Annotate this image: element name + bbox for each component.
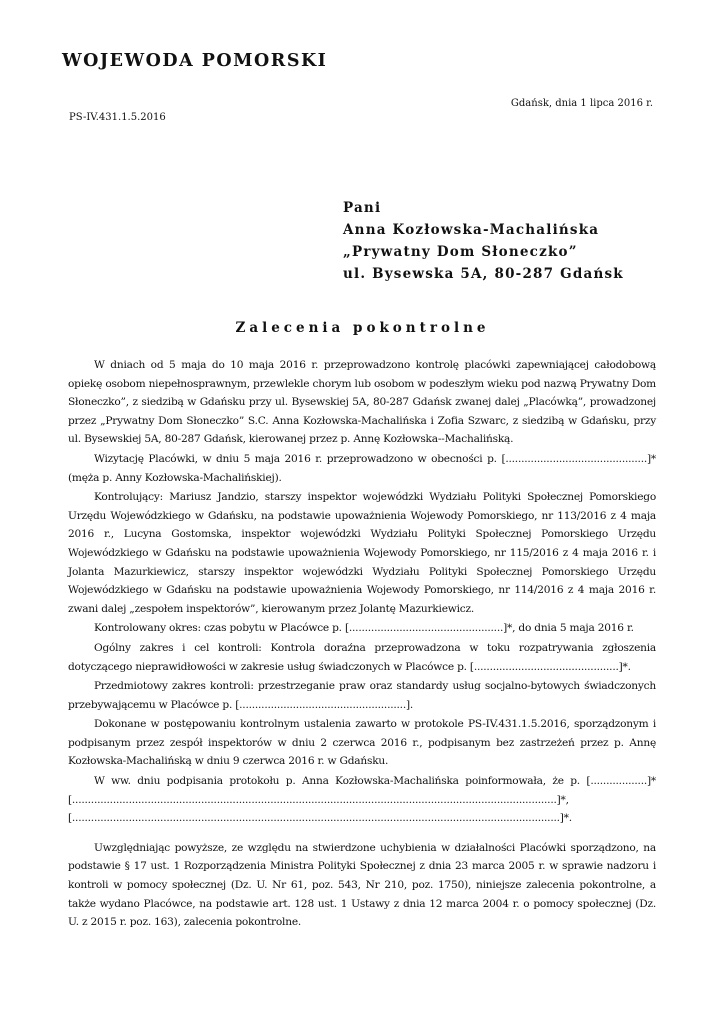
paragraph-legal-basis: Uwzględniając powyższe, ze względu na stwierdzone uchybienia w działalności Placówki sporządzono, na podstawie § 17 ust. 1 Rozporządzenia Ministra Polityki Społecznej z dnia 23 marca 2005 r. w sprawie nadzoru i kontroli w pomocy społecznej (Dz. U. Nr 61, poz. 543, Nr 210, poz. 1750), niniejsze zalecenia pokontrolne, a także wydano Placówce, na podstawie art. 128 ust. 1 Ustawy z dnia 12 marca 2004 r. o pomocy społecznej (Dz. U. z 2015 r. poz. 163), zalecenia pokontrolne. bbox=[68, 841, 656, 929]
document-body bbox=[68, 356, 656, 933]
reference-number: PS-IV.431.1.5.2016 bbox=[69, 112, 166, 123]
paragraph-inspectors: Kontrolujący: Mariusz Jandzio, starszy inspektor wojewódzki Wydziału Polityki Społecznej Pomorskiego Urzędu Wojewódzkiego w Gdańsku, na podstawie upoważnienia Wojewody Pomorskiego, nr 113/2016 z 4 maja 2016 r., Lucyna Gostomska, inspektor wojewódzki Wydziału Polityki Społecznej Pomorskiego Urzędu Wojewódzkiego w Gdańsku na podstawie upoważnienia Wojewody Pomorskiego, nr 115/2016 z 4 maja 2016 r. i Jolanta Mazurkiewicz, starszy inspektor wojewódzki Wydziału Polityki Społecznej Pomorskiego Urzędu Wojewódzkiego w Gdańsku na podstawie upoważnienia Wojewody Pomorskiego, nr 114/2016 z 4 maja 2016 r. zwani dalej „zespołem inspektorów”, kierowanym przez Jolantę Mazurkiewicz. bbox=[68, 491, 656, 615]
paragraph-period: Kontrolowany okres: czas pobytu w Placówce p. [.................................................]*, do dnia 5 maja 2016 r. bbox=[94, 622, 634, 635]
addressee-block bbox=[343, 197, 624, 285]
document-heading: Zalecenia pokontrolne bbox=[235, 320, 490, 336]
paragraph-scope-purpose: Ogólny zakres i cel kontroli: Kontrola doraźna przeprowadzona w toku rozpatrywania zgłoszenia dotyczącego nieprawidłowości w zakresie usług świadczonych w Placówce p. [..............................................]*. bbox=[68, 641, 656, 673]
paragraph-visit: Wizytację Placówki, w dniu 5 maja 2016 r. przeprowadzono w obecności p. [.............................................]* (męża p. Anny Kozłowska-Machalińskiej). bbox=[68, 452, 656, 484]
place-and-date: Gdańsk, dnia 1 lipca 2016 r. bbox=[510, 98, 653, 109]
issuer-title: WOJEWODA POMORSKI bbox=[62, 51, 328, 71]
addressee-institution: „Prywatny Dom Słoneczko” bbox=[343, 244, 578, 260]
paragraph-inspection-intro: W dniach od 5 maja do 10 maja 2016 r. przeprowadzono kontrolę placówki zapewniającej całodobową opiekę osobom niepełnosprawnym, przewlekle chorym lub osobom w podeszłym wieku pod nazwą Prywatny Dom Słoneczko”, z siedzibą w Gdańsku przy ul. Bysewskiej 5A, 80-287 Gdańsk zwanej dalej „Placówką”, prowadzonej przez „Prywatny Dom Słoneczko” S.C. Anna Kozłowska-Machalińska i Zofia Szwarc, z siedzibą w Gdańsku, przy ul. Bysewskiej 5A, 80-287 Gdańsk, kierowanej przez p. Annę Kozłowska--Machalińską. bbox=[68, 359, 656, 446]
addressee-name: Anna Kozłowska-Machalińska bbox=[343, 222, 600, 238]
paragraph-subject-scope: Przedmiotowy zakres kontroli: przestrzeganie praw oraz standardy usług socjalno-bytowych świadczonych przebywającemu w Placówce p. [.....................................................]. bbox=[68, 680, 656, 711]
addressee-salutation: Pani bbox=[343, 200, 382, 216]
addressee-address: ul. Bysewska 5A, 80-287 Gdańsk bbox=[343, 266, 624, 282]
paragraph-findings: Dokonane w postępowaniu kontrolnym ustalenia zawarto w protokole PS-IV.431.1.5.2016, sporządzonym i podpisanym przez zespół inspektorów w dniu 2 czerwca 2016 r., podpisanym bez zastrzeżeń przez p. Annę Kozłowska-Machalińską w dniu 9 czerwca 2016 r. w Gdańsku. bbox=[68, 718, 656, 768]
paragraph-information: W ww. dniu podpisania protokołu p. Anna Kozłowska-Machalińska poinformowała, że p. [..................]* [..........................................................................................................................................................]*, [...........................................................................................................................................................]*. bbox=[68, 775, 656, 825]
